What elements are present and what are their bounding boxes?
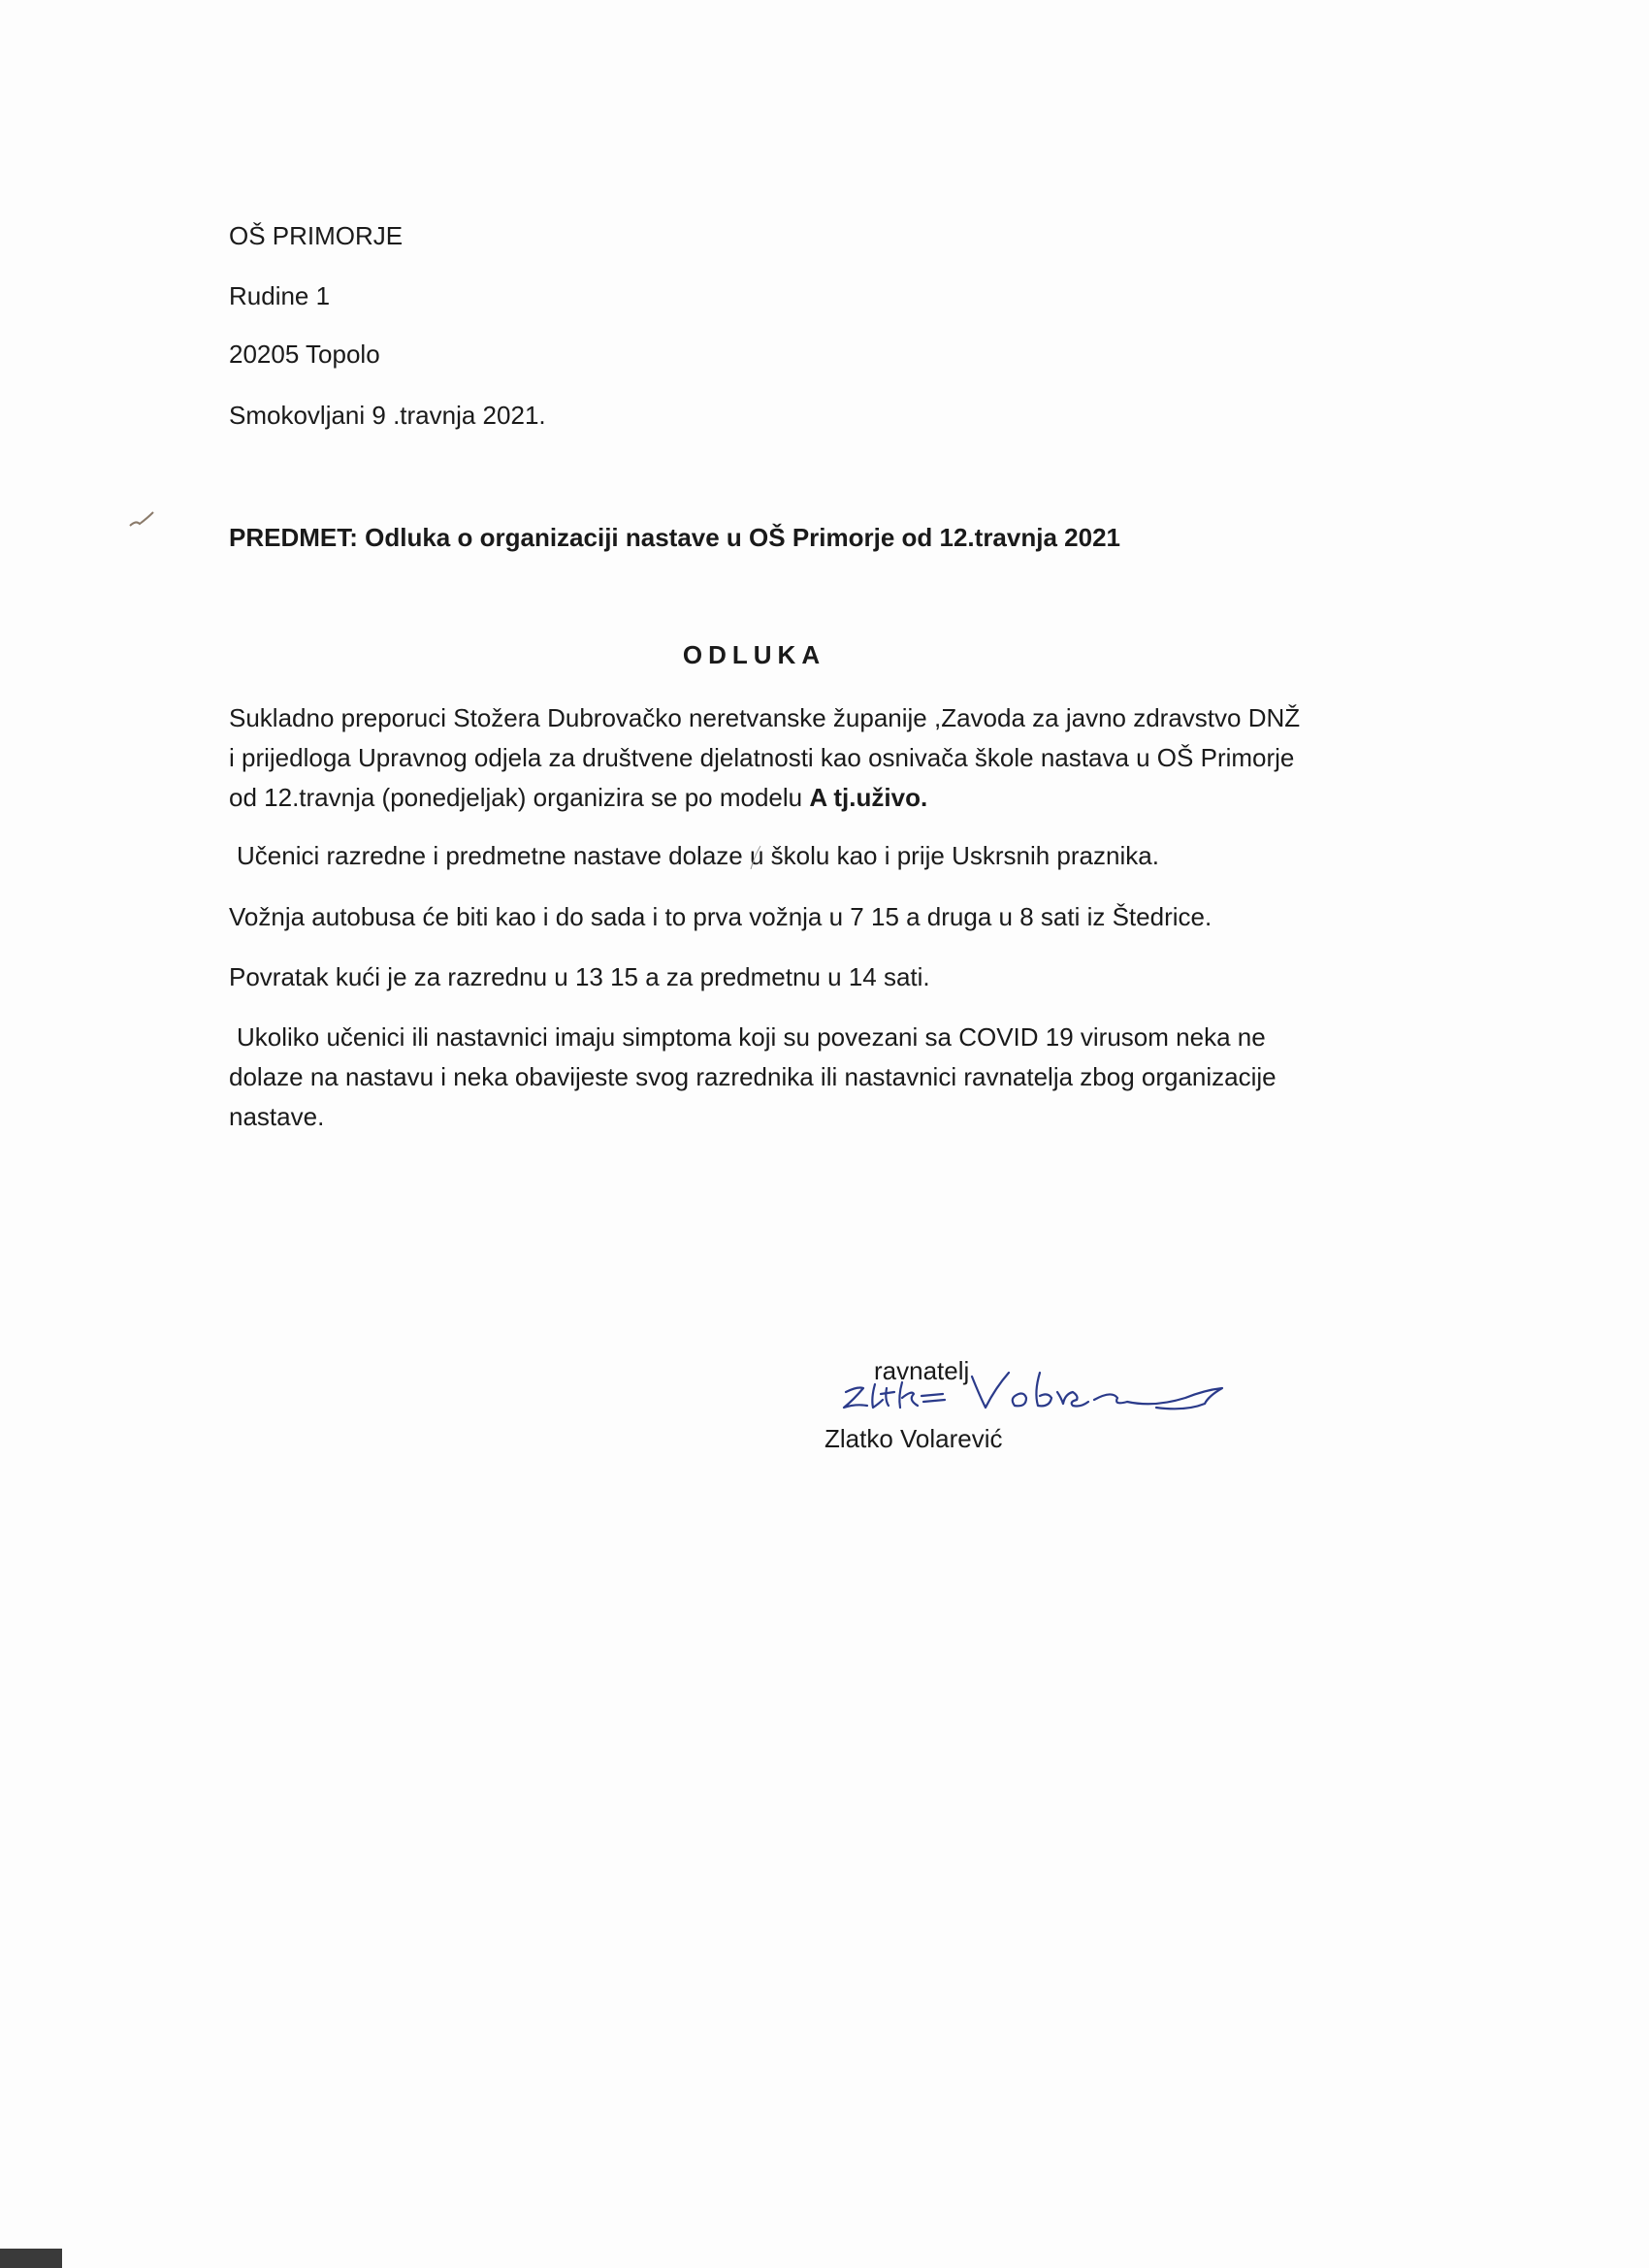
paragraph-1-bold: A tj.uživo. <box>809 783 928 812</box>
subject-line <box>229 523 1120 552</box>
signatory-role: ravnatelj <box>874 1356 970 1385</box>
scan-artifact-icon <box>126 504 165 534</box>
paragraph-1-text: Sukladno preporuci Stožera Dubrovačko neretvanske županije ,Zavoda za javno zdravstvo DNŽ i prijedloga Upravnog odjela za društvene djelatnosti kao osnivača škole nastava u OŠ Primorje od 12.travnja (ponedjeljak) organizira se po modelu <box>229 703 1301 812</box>
subject-text: Odluka o organizaciji nastave u OŠ Primorje od 12.travnja 2021 <box>365 523 1120 552</box>
subject-label: PREDMET: <box>229 523 358 552</box>
paragraph-5-text: Ukoliko učenici ili nastavnici imaju simptoma koji su povezani sa COVID 19 virusom neka ne dolaze na nastavu i neka obavijeste svog razrednika ili nastavnici ravnatelja zbog organizacije nastave. <box>229 1022 1277 1131</box>
scan-corner-mark <box>0 2249 62 2268</box>
paragraph-2: Učenici razredne i predmetne nastave dolaze u školu kao i prije Uskrsnih praznika. <box>237 841 1159 870</box>
school-street: Rudine 1 <box>229 281 331 310</box>
paragraph-5 <box>229 1018 1306 1137</box>
decision-title: ODLUKA <box>682 640 826 669</box>
signatory-name: Zlatko Volarević <box>824 1424 1003 1453</box>
school-city: 20205 Topolo <box>229 340 380 369</box>
paragraph-3: Vožnja autobusa će biti kao i do sada i to prva vožnja u 7 15 a druga u 8 sati iz Štedrice. <box>229 902 1212 931</box>
scan-artifact-icon <box>747 844 766 873</box>
school-name: OŠ PRIMORJE <box>229 221 404 250</box>
paragraph-4: Povratak kući je za razrednu u 13 15 a za predmetnu u 14 sati. <box>229 962 930 991</box>
place-date: Smokovljani 9 .travnja 2021. <box>229 401 546 430</box>
paragraph-1 <box>229 698 1306 818</box>
